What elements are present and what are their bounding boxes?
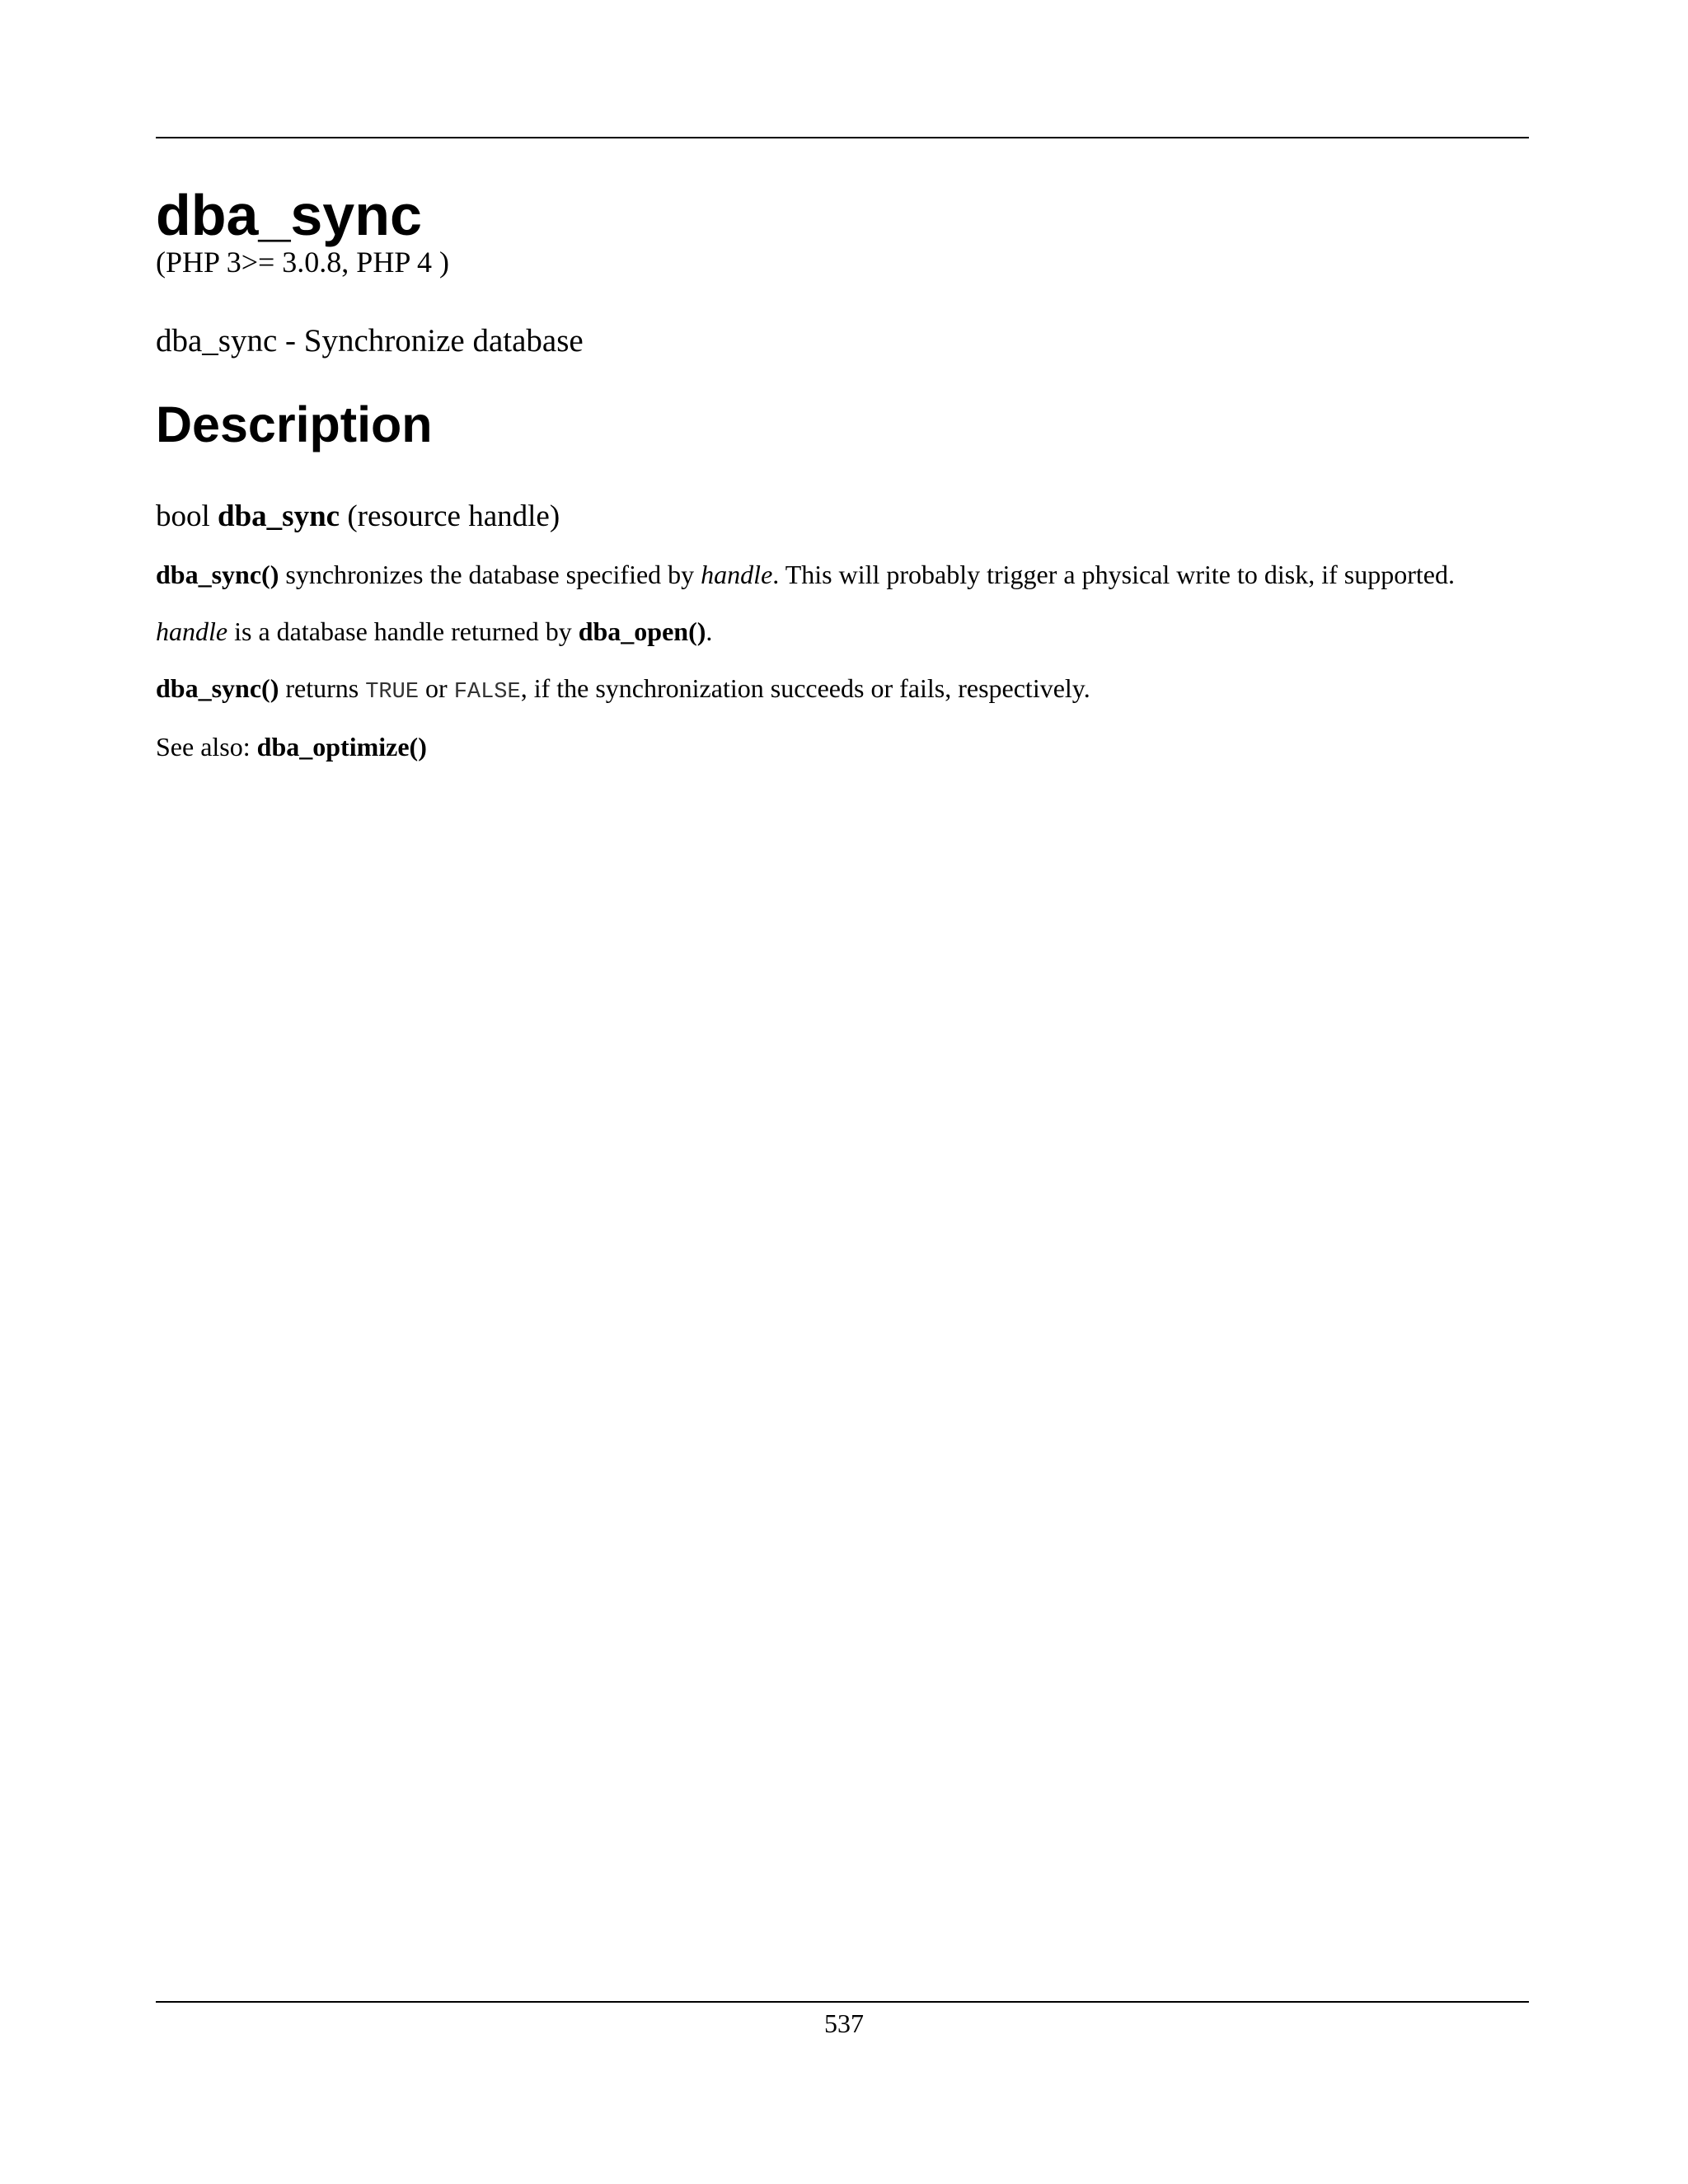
see-also	[156, 732, 1532, 762]
function-link[interactable]: dba_open()	[578, 616, 706, 646]
paragraph-text: synchronizes the database specified by	[279, 560, 701, 589]
paragraph-text: returns	[279, 673, 366, 703]
description-paragraph-2	[156, 616, 1532, 647]
function-title: dba_sync	[156, 183, 422, 247]
synopsis-params: (resource handle)	[347, 499, 560, 533]
function-reference: dba_sync()	[156, 673, 279, 703]
constant-true: TRUE	[365, 679, 420, 705]
version-availability: (PHP 3>= 3.0.8, PHP 4 )	[156, 246, 449, 279]
synopsis-return-type: bool	[156, 499, 210, 533]
footer-rule	[156, 2001, 1529, 2003]
description-paragraph-3	[156, 673, 1532, 705]
reference-entry	[156, 183, 1532, 762]
paragraph-text: or	[419, 673, 454, 703]
paragraph-text: , if the synchronization succeeds or fails, respectively.	[520, 673, 1090, 703]
description-heading: Description	[156, 396, 433, 452]
page-number: 537	[824, 2008, 864, 2038]
see-also-label: See also:	[156, 731, 257, 762]
parameter-reference: handle	[701, 560, 773, 589]
paragraph-text: is a database handle returned by	[227, 616, 579, 646]
function-reference: dba_sync()	[156, 560, 279, 589]
function-synopsis	[156, 501, 1532, 532]
paragraph-text: .	[706, 616, 713, 646]
parameter-reference: handle	[156, 616, 228, 646]
description-paragraph-1	[156, 560, 1532, 590]
constant-false: FALSE	[453, 679, 521, 705]
paragraph-text: . This will probably trigger a physical write to disk, if supported.	[772, 560, 1455, 589]
header-rule	[156, 137, 1529, 138]
function-purpose: dba_sync - Synchronize database	[156, 323, 584, 359]
synopsis-function-name: dba_sync	[218, 499, 340, 533]
see-also-link[interactable]: dba_optimize()	[256, 731, 427, 762]
